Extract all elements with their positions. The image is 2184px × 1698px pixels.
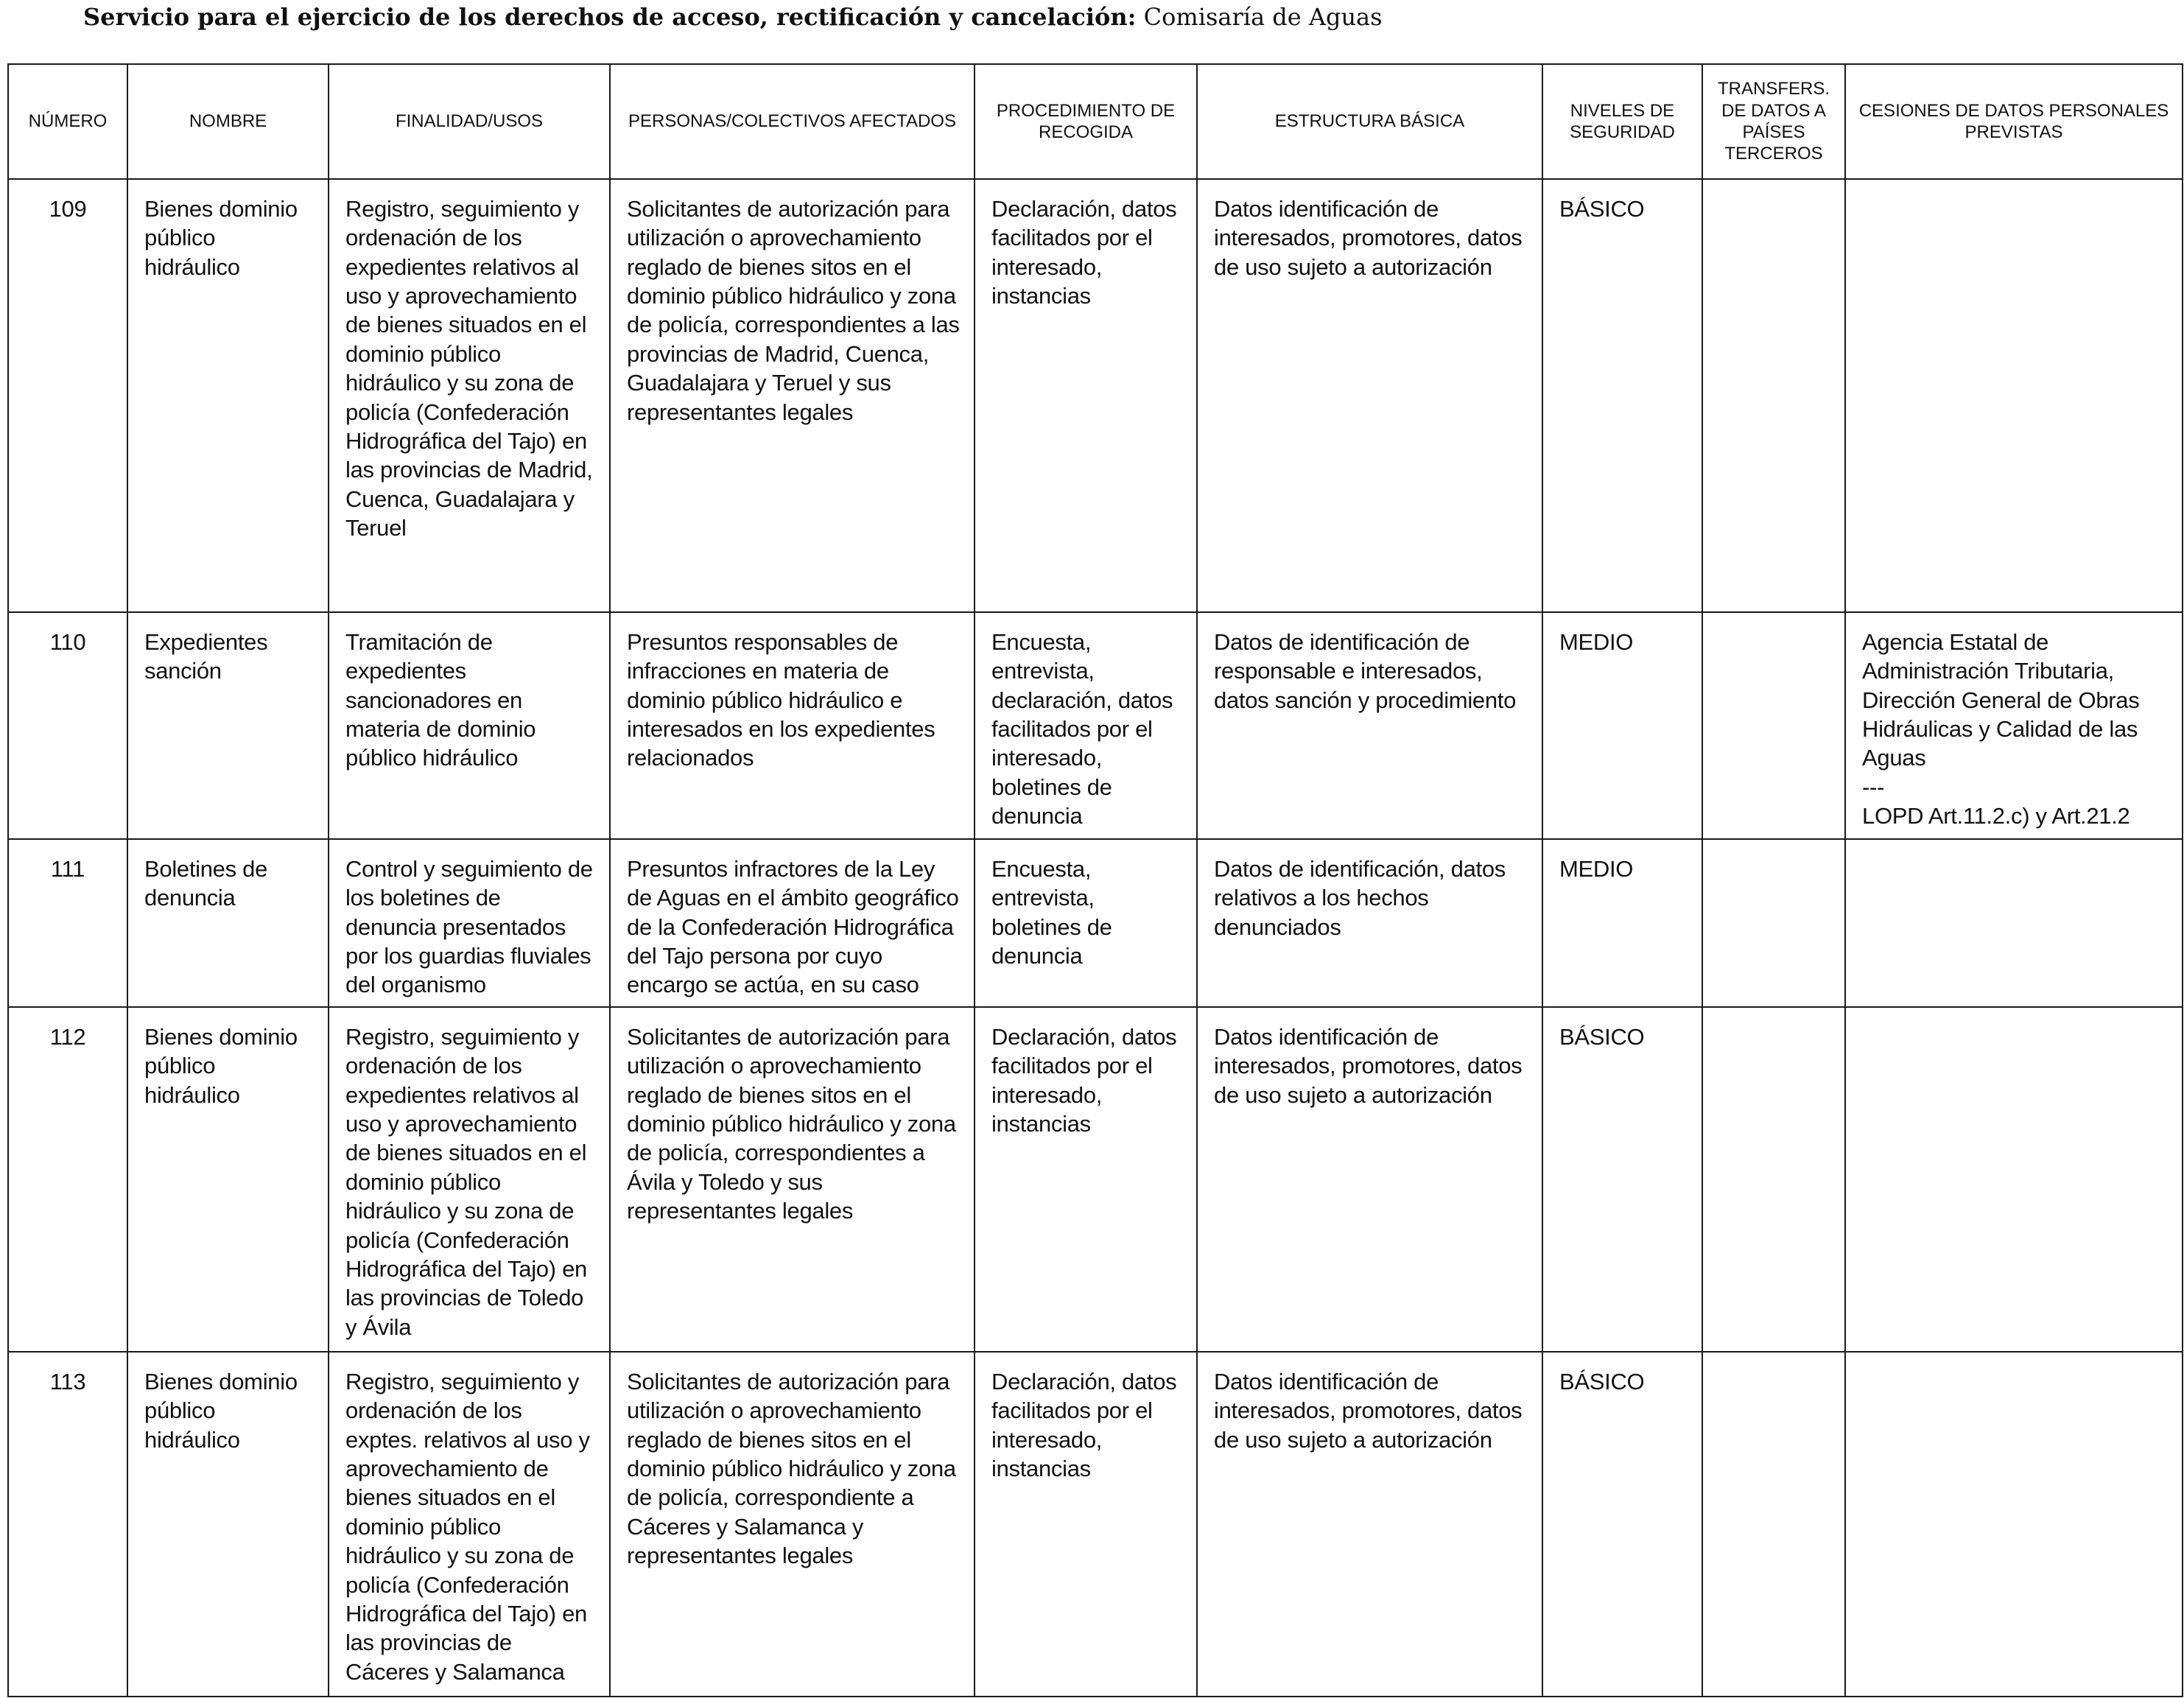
heading-regular-part: Comisaría de Aguas <box>1143 3 1383 31</box>
cell-personas: Presuntos infractores de la Ley de Aguas en el ámbito geográfico de la Confederación Hidrográfica del Tajo persona por cuyo encargo se actúa, en su caso <box>610 839 975 1007</box>
cell-personas: Presuntos responsables de infracciones en materia de dominio público hidráulico e interesados en los expedientes relacionados <box>610 612 975 839</box>
table-row <box>8 612 2183 839</box>
header-finalidad: FINALIDAD/USOS <box>329 64 610 179</box>
cell-transfers <box>1702 612 1845 839</box>
document-heading <box>83 0 1383 34</box>
header-transfers: TRANSFERS. DE DATOS A PAÍSES TERCEROS <box>1702 64 1845 179</box>
cell-estructura: Datos identificación de interesados, promotores, datos de uso sujeto a autorización <box>1197 1007 1542 1352</box>
cell-procedimiento: Declaración, datos facilitados por el interesado, instancias <box>975 179 1197 612</box>
cell-personas: Solicitantes de autorización para utilización o aprovechamiento reglado de bienes sitos en el dominio público hidráulico y zona de policía, correspondientes a Ávila y Toledo y sus representantes legales <box>610 1007 975 1352</box>
cell-finalidad: Control y seguimiento de los boletines de denuncia presentados por los guardias fluviales del organismo <box>329 839 610 1007</box>
cell-nivel: BÁSICO <box>1542 179 1702 612</box>
cell-nombre: Bienes dominio público hidráulico <box>127 179 329 612</box>
cell-nivel: BÁSICO <box>1542 1007 1702 1352</box>
cell-nombre: Boletines de denuncia <box>127 839 329 1007</box>
cell-nivel: MEDIO <box>1542 839 1702 1007</box>
table-row <box>8 1352 2183 1697</box>
cell-transfers <box>1702 1007 1845 1352</box>
cell-cesiones <box>1845 1007 2183 1352</box>
cell-procedimiento: Declaración, datos facilitados por el interesado, instancias <box>975 1352 1197 1697</box>
cell-procedimiento: Encuesta, entrevista, boletines de denuncia <box>975 839 1197 1007</box>
cell-finalidad: Registro, seguimiento y ordenación de los expedientes relativos al uso y aprovechamiento de bienes situados en el dominio público hidráulico y su zona de policía (Confederación Hidrográfica del Tajo) en las provincias de Madrid, Cuenca, Guadalajara y Teruel <box>329 179 610 612</box>
cell-finalidad: Registro, seguimiento y ordenación de los expedientes relativos al uso y aprovechamiento de bienes situados en el dominio público hidráulico y su zona de policía (Confederación Hidrográfica del Tajo) en las provincias de Toledo y Ávila <box>329 1007 610 1352</box>
cell-numero: 113 <box>8 1352 127 1697</box>
header-numero: NÚMERO <box>8 64 127 179</box>
cell-numero: 112 <box>8 1007 127 1352</box>
cell-transfers <box>1702 179 1845 612</box>
header-cesiones: CESIONES DE DATOS PERSONALES PREVISTAS <box>1845 64 2183 179</box>
heading-bold-part: Servicio para el ejercicio de los derechos de acceso, rectificación y cancelación: <box>83 3 1137 31</box>
cell-estructura: Datos identificación de interesados, promotores, datos de uso sujeto a autorización <box>1197 1352 1542 1697</box>
header-procedimiento: PROCEDIMIENTO DE RECOGIDA <box>975 64 1197 179</box>
cell-procedimiento: Declaración, datos facilitados por el interesado, instancias <box>975 1007 1197 1352</box>
data-files-table <box>7 63 2183 1697</box>
cell-finalidad: Registro, seguimiento y ordenación de los exptes. relativos al uso y aprovechamiento de bienes situados en el dominio público hidráulico y su zona de policía (Confederación Hidrográfica del Tajo) en las provincias de Cáceres y Salamanca <box>329 1352 610 1697</box>
table-header-row <box>8 64 2183 179</box>
cell-cesiones <box>1845 1352 2183 1697</box>
cell-cesiones <box>1845 839 2183 1007</box>
cell-numero: 110 <box>8 612 127 839</box>
cell-procedimiento: Encuesta, entrevista, declaración, datos facilitados por el interesado, boletines de denuncia <box>975 612 1197 839</box>
cell-nombre: Bienes dominio público hidráulico <box>127 1352 329 1697</box>
cell-transfers <box>1702 1352 1845 1697</box>
header-nombre: NOMBRE <box>127 64 329 179</box>
table-row <box>8 1007 2183 1352</box>
table-row <box>8 179 2183 612</box>
header-personas: PERSONAS/COLECTIVOS AFECTADOS <box>610 64 975 179</box>
table-row <box>8 839 2183 1007</box>
cell-estructura: Datos de identificación de responsable e interesados, datos sanción y procedimiento <box>1197 612 1542 839</box>
header-estructura: ESTRUCTURA BÁSICA <box>1197 64 1542 179</box>
header-niveles: NIVELES DE SEGURIDAD <box>1542 64 1702 179</box>
cell-nombre: Expedientes sanción <box>127 612 329 839</box>
cell-nivel: MEDIO <box>1542 612 1702 839</box>
cell-nivel: BÁSICO <box>1542 1352 1702 1697</box>
cell-cesiones: Agencia Estatal de Administración Tributaria, Dirección General de Obras Hidráulicas y Calidad de las Aguas --- LOPD Art.11.2.c) y Art.21.2 <box>1845 612 2183 839</box>
cell-personas: Solicitantes de autorización para utilización o aprovechamiento reglado de bienes sitos en el dominio público hidráulico y zona de policía, correspondientes a las provincias de Madrid, Cuenca, Guadalajara y Teruel y sus representantes legales <box>610 179 975 612</box>
cell-nombre: Bienes dominio público hidráulico <box>127 1007 329 1352</box>
cell-cesiones <box>1845 179 2183 612</box>
cell-numero: 111 <box>8 839 127 1007</box>
cell-finalidad: Tramitación de expedientes sancionadores en materia de dominio público hidráulico <box>329 612 610 839</box>
cell-estructura: Datos identificación de interesados, promotores, datos de uso sujeto a autorización <box>1197 179 1542 612</box>
cell-estructura: Datos de identificación, datos relativos a los hechos denunciados <box>1197 839 1542 1007</box>
cell-transfers <box>1702 839 1845 1007</box>
cell-numero: 109 <box>8 179 127 612</box>
cell-personas: Solicitantes de autorización para utilización o aprovechamiento reglado de bienes sitos en el dominio público hidráulico y zona de policía, correspondiente a Cáceres y Salamanca y representantes legales <box>610 1352 975 1697</box>
